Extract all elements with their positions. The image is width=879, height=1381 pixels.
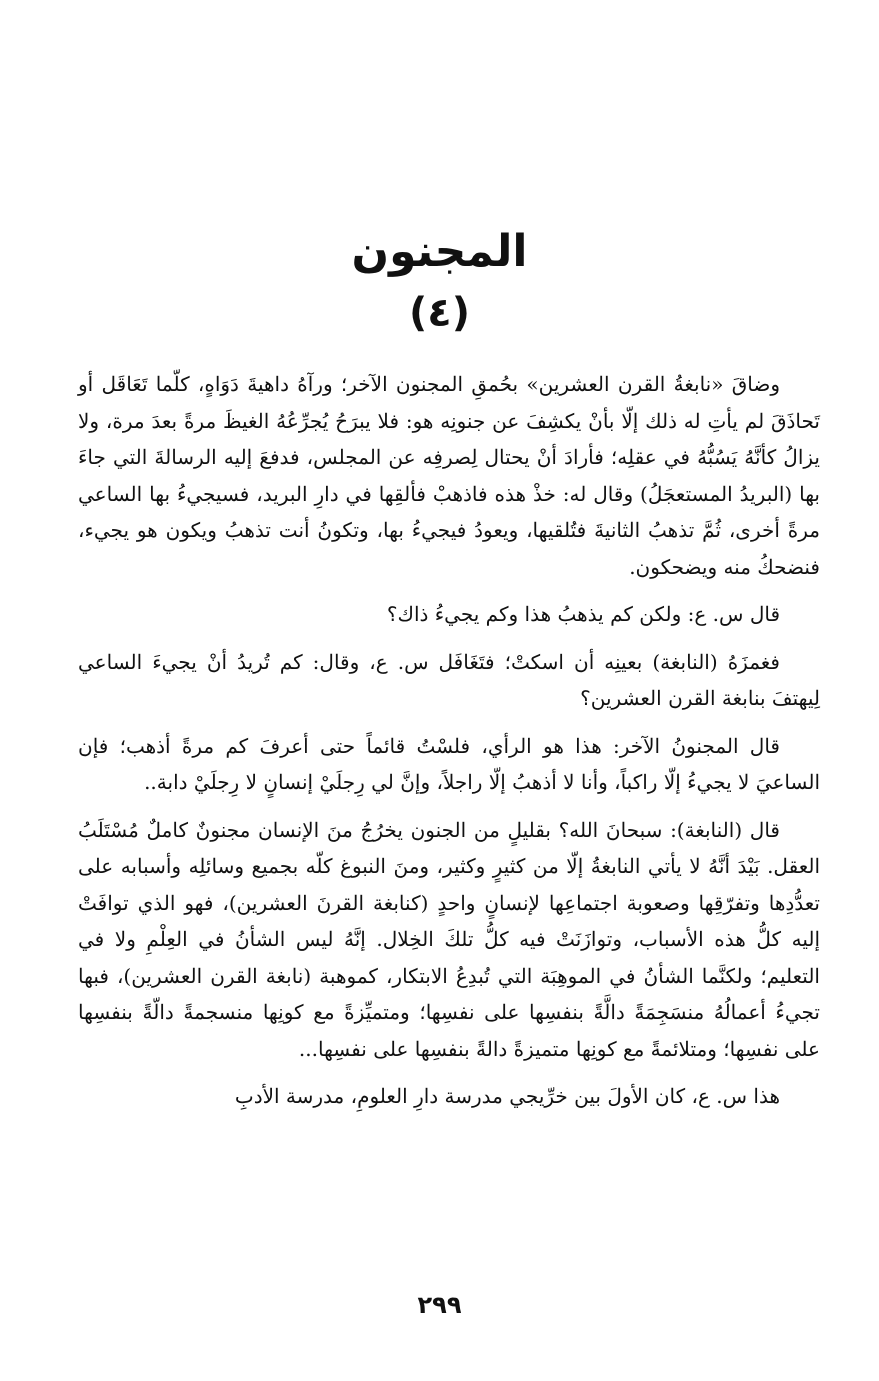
paragraph: هذا س. ع، كان الأولَ بين خرِّيجي مدرسة دارِ العلومِ، مدرسة الأدبِ	[234, 1084, 780, 1108]
chapter-body	[78, 366, 820, 1126]
chapter-part-number: (٤)	[409, 290, 470, 336]
paragraph: قال المجنونُ الآخر: هذا هو الرأي، فلسْتُ قائماً حتى أعرفَ كم مرةً أذهب؛ فإن الساعيَ لا يجيءُ إلّا راكباً، وأنا لا أذهبُ إلّا راجلاً، وإنَّ لي رِجلَيْ إنسانٍ لا رِجلَيْ دابة..	[78, 733, 820, 794]
paragraph: وضاقَ «نابغةُ القرن العشرين» بحُمقِ المجنون الآخر؛ ورآهُ داهيةَ دَوَاهٍ، كلّما تَعَاقَل أو تَحاذَقَ لم يأتِ له ذلك إلّا بأنْ يكشِفَ عن جنونِه هو: فلا يبرَحُ يُجرِّعُهُ الغيظَ مرةً بعدَ مرة، ولا يزالُ كأنَّهُ يَسُبُّهُ في عقلِه؛ فأرادَ أنْ يحتال لِصرفِه عن المجلس، فدفعَ إليه الرسالةَ التي جاءَ بها (البريدُ المستعجَلُ) وقال له: خذْ هذه فاذهبْ فألقِها في دارِ البريد، فسيجيءُ بها الساعي مرةً أخرى، ثُمَّ تذهبُ الثانيةَ فتُلقيها، ويعودُ فيجيءُ بها، وتكونُ أنت تذهبُ ويكون هو يجيء، فنضحكُ منه ويضحكون.	[78, 372, 820, 579]
chapter-title: المجنون	[351, 226, 528, 277]
paragraph: قال (النابغة): سبحانَ الله؟ بقليلٍ من الجنون يخرُجُ منَ الإنسان مجنونٌ كاملٌ مُسْتَلَبُ العقل. بَيْدَ أنَّهُ لا يأتي النابغةُ إلّا من كثيرٍ وكثير، ومنَ النبوغ كلّه بجميع وسائلِه وأسبابه على تعدُّدِها وتفرّقِها وصعوبة اجتماعِها لإنسانٍ واحدٍ (كنابغة القرنَ العشرين)، فهو الذي توافَتْ إليه كلُّ هذه الأسباب، وتوازَنَتْ فيه كلُّ تلكَ الخِلال. إنَّهُ ليس الشأنُ في العِلْمِ ولا في التعليم؛ ولكنَّما الشأنُ في الموهِبَة التي تُبدِعُ الابتكار، كموهبة (نابغة القرن العشرين)، فبها تجيءُ أعمالُهُ منسَجِمَةً دالَّةً بنفسِها على نفسِها؛ ومتميِّزةً مع كونِها منسجمةً دالّةً بنفسِها على نفسِها؛ ومتلائمةً مع كونِها متميزةً دالةً بنفسِها على نفسِها...	[78, 817, 821, 1061]
page-number: ٢٩٩	[417, 1291, 462, 1319]
paragraph: فغمزَهُ (النابغة) بعينِه أن اسكتْ؛ فتَغَافَل س. ع، وقال: كم تُريدُ أنْ يجيءَ الساعي لِيهتفَ بنابغة القرن العشرين؟	[78, 649, 820, 710]
paragraph: قال س. ع: ولكن كم يذهبُ هذا وكم يجيءُ ذاك؟	[386, 602, 780, 626]
